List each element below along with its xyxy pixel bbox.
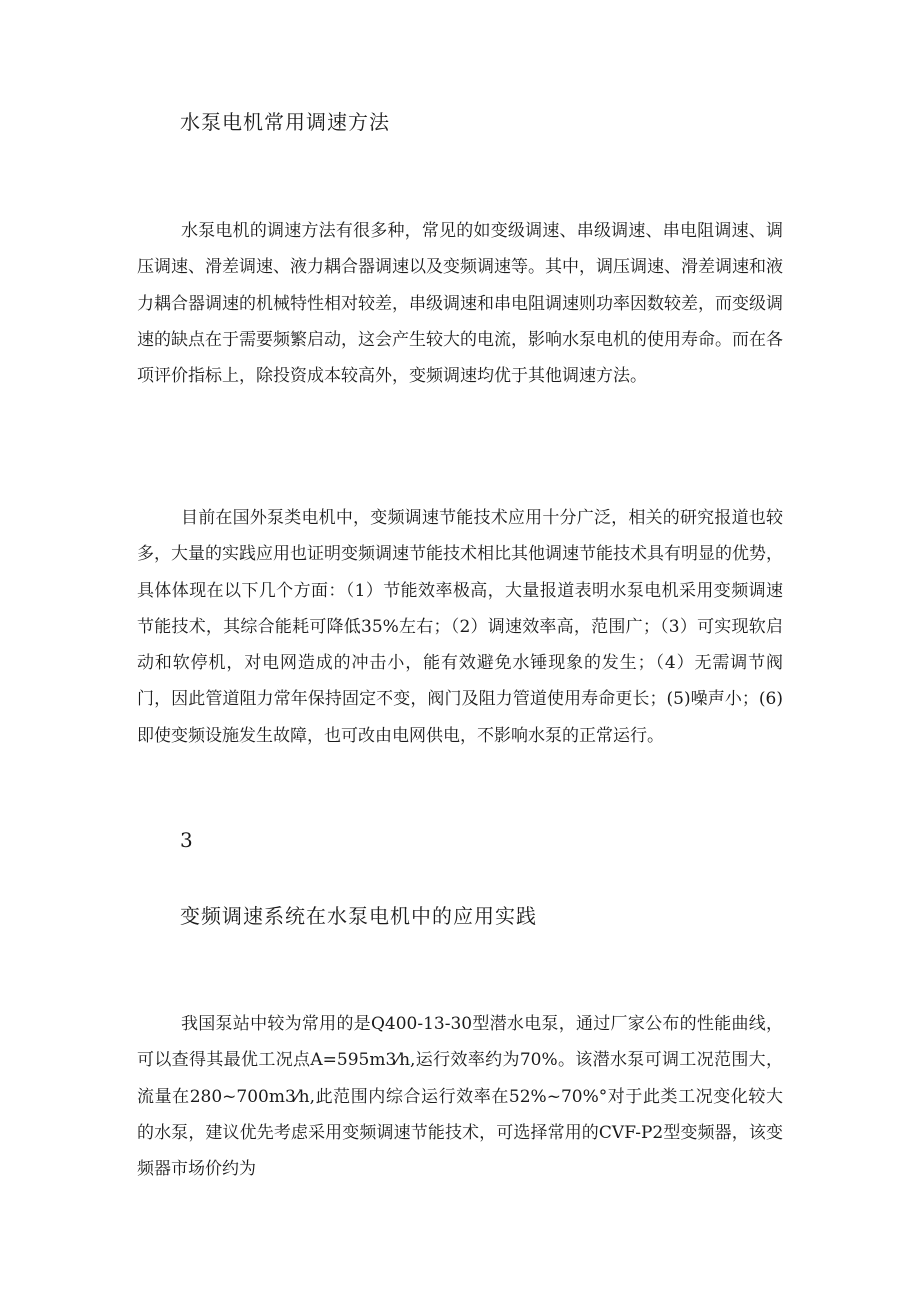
paragraph-application-practice: 我国泵站中较为常用的是Q400-13-30型潜水电泵，通过厂家公布的性能曲线，可以查得其最优工况点A=595m3⁄h,运行效率约为70%。该潜水泵可调工况范围大，流量在280~700m3⁄h,此范围内综合运行效率在52%~70%°对于此类工况变化较大的水泵，建议优先考虑采用变频调速节能技术，可选择常用的CVF-P2型变频器，该变频器市场价约为 [137, 1014, 783, 1180]
paragraph-vfd-advantages: 目前在国外泵类电机中，变频调速节能技术应用十分广泛，相关的研究报道也较多，大量的实践应用也证明变频调速节能技术相比其他调速节能技术具有明显的优势，具体体现在以下几个方面：（1）节能效率极高，大量报道表明水泵电机采用变频调速节能技术，其综合能耗可降低35%左右；（2）调速效率高，范围广；（3）可实现软启动和软停机，对电网造成的冲击小，能有效避免水锤现象的发生；（4）无需调节阀门，因此管道阻力常年保持固定不变，阀门及阻力管道使用寿命更长；(5)噪声小；(6)即使变频设施发生故障，也可改由电网供电，不影响水泵的正常运行。 [137, 508, 783, 746]
section-title: 变频调速系统在水泵电机中的应用实践 [180, 904, 537, 928]
document-title: 水泵电机常用调速方法 [180, 110, 390, 134]
paragraph-speed-methods: 水泵电机的调速方法有很多种，常见的如变级调速、串级调速、串电阻调速、调压调速、滑差调速、液力耦合器调速以及变频调速等。其中，调压调速、滑差调速和液力耦合器调速的机械特性相对较差，串级调速和串电阻调速则功率因数较差，而变级调速的缺点在于需要频繁启动，这会产生较大的电流，影响水泵电机的使用寿命。而在各项评价指标上，除投资成本较高外，变频调速均优于其他调速方法。 [137, 221, 783, 387]
section-number: 3 [180, 828, 193, 852]
